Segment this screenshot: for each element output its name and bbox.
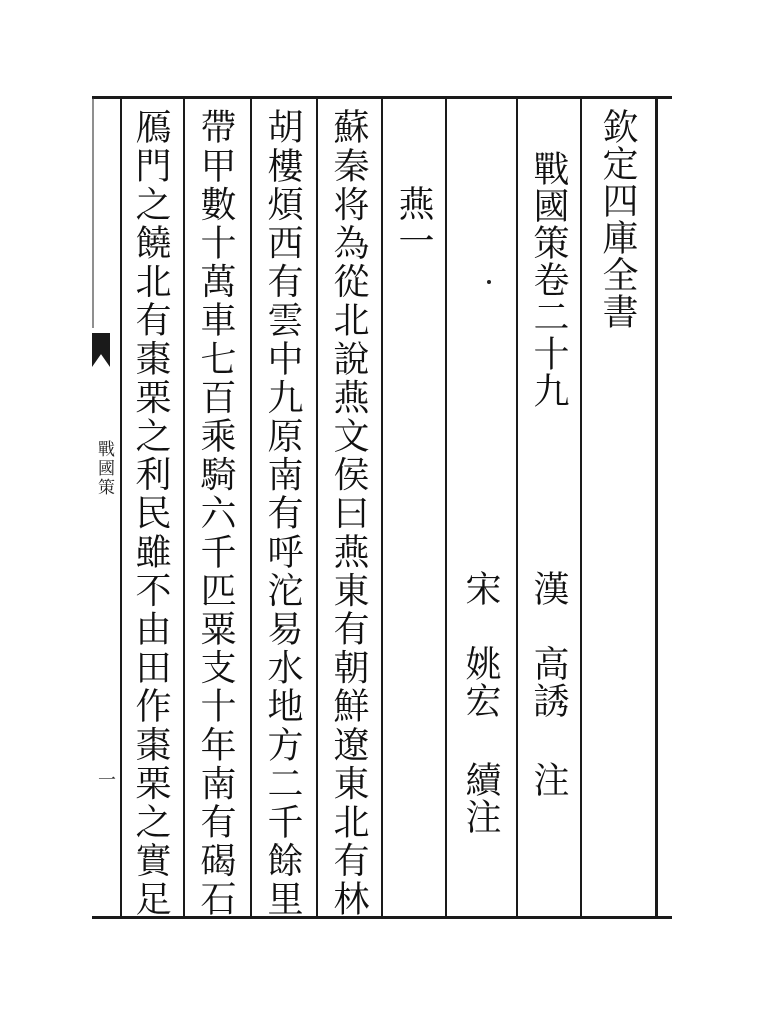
author-dynasty-song: 宋 xyxy=(460,570,501,607)
collection-title: 欽定四庫全書 xyxy=(597,108,638,330)
author-dynasty-han: 漢 xyxy=(528,570,569,607)
fold-strip-edge xyxy=(92,98,104,328)
column-rule xyxy=(580,98,582,916)
body-column: 胡樓煩西有雲中九原南有呼沱易水地方二千餘里 xyxy=(262,108,303,919)
fold-strip-page-number: 一 xyxy=(95,770,116,788)
fold-strip-title: 戰國策 xyxy=(94,440,114,497)
body-column: 鴈門之饒北有棗栗之利民雖不由田作棗栗之實足 xyxy=(130,108,171,919)
fish-tail-mark xyxy=(92,333,110,367)
margin-dot xyxy=(487,280,491,284)
body-column: 蘇秦将為從北說燕文侯曰燕東有朝鮮遼東北有林 xyxy=(328,108,369,919)
column-rule xyxy=(250,98,252,916)
column-rule xyxy=(516,98,518,916)
column-rule xyxy=(381,98,383,916)
body-column: 帶甲數十萬車七百乘騎六千匹粟支十年南有碣石 xyxy=(195,108,236,919)
column-rule xyxy=(316,98,318,916)
author-han: 高誘 注 xyxy=(528,645,569,798)
column-rule xyxy=(183,98,185,916)
bottom-border xyxy=(92,916,672,919)
column-rule xyxy=(120,98,122,916)
volume-title: 戰國策卷二十九 xyxy=(528,150,569,409)
column-rule xyxy=(445,98,447,916)
right-border xyxy=(655,96,658,918)
section-title: 燕一 xyxy=(393,185,434,259)
author-song: 姚宏 續注 xyxy=(460,645,501,835)
